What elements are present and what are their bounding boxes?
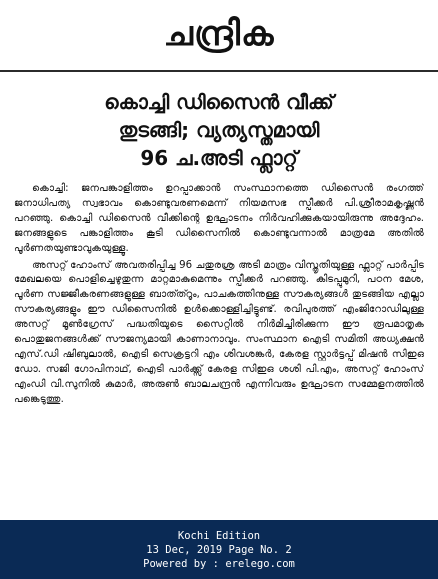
news-article: [14, 88, 424, 516]
masthead-divider: [0, 70, 438, 72]
article-paragraph-1: കൊച്ചി: ജനപങ്കാളിത്തം ഉറപ്പാക്കാൻ സംസ്ഥാനത്തെ ഡിസൈൻ രംഗത്ത് ജനാധിപത്യ സ്വഭാവം കൊണ്ടുവരണമെന്ന് നിയമസഭ സ്പീക്കർ പി.ശ്രീരാമകൃഷ്ണൻ പറഞ്ഞു. കൊച്ചി ഡിസൈൻ വീക്കിന്റെ ഉദ്ഘാടനം നിർവഹിക്കുകയായിരുന്നു അദ്ദേഹം. ജനങ്ങളുടെ പങ്കാളിത്തം കൂടി ഡിസൈനിൽ കൊണ്ടുവന്നാൽ മാത്രമേ അതിൽ പൂർണതയുണ്ടാവുകയുള്ളൂ.: [14, 183, 424, 254]
edition-date-page: 13 Dec, 2019 Page No. 2: [146, 543, 292, 556]
edition-footer: [0, 520, 438, 579]
headline-line-1: കൊച്ചി ഡിസൈൻ വീക്ക്: [104, 90, 334, 114]
newspaper-title: ചന്ദ്രിക: [163, 14, 275, 54]
article-paragraph-2: അസറ്റ് ഹോംസ് അവതരിപ്പിച്ച 96 ചതുരശ്ര അടി മാത്രം വിസ്തൃതിയുള്ള ഫ്ലാറ്റ് പാർപ്പിട മേഖലയെ പൊളിച്ചെഴുതുന്ന മാറ്റമാകുമെന്നും സ്പീക്കർ പറഞ്ഞു. കിടപ്പുമുറി, പഠന മേശ, പൂർണ സജ്ജീകരണങ്ങളുള്ള ബാത്ത്റൂം, പാചകത്തിനുള്ള സൗകര്യങ്ങൾ തുടങ്ങിയ എല്ലാ സൗകര്യങ്ങളും ഈ ഡിസൈനിൽ ഉൾക്കൊള്ളിച്ചിട്ടുണ്ട്. രവിപുരത്ത് എംജിറോഡിലുള്ള അസറ്റ് മൂൺഗ്രേസ് പദ്ധതിയുടെ സൈറ്റിൽ നിർമിച്ചിരിക്കുന്ന ഈ രൂപമാതൃക പൊതുജനങ്ങൾക്ക് സൗജന്യമായി കാണാനാവും. സംസ്ഥാന ഐടി സമിതി അധ്യക്ഷൻ എസ്.ഡി ഷിബുലാൽ, ഐടി സെക്രട്ടറി എം ശിവശങ്കർ, കേരള സ്റ്റാർട്ടപ്പ് മിഷൻ സിഇഒ ഡോ. സജി ഗോപിനാഥ്, ഐടി പാർക്ക്സ് കേരള സിഇഒ ശശി പി.എം, അസറ്റ് ഹോംസ് എംഡി വി.സുനിൽ കുമാർ, അരുൺ ബാലചന്ദ്രൻ എന്നിവരും ഉദ്ഘാടന സമ്മേളനത്തിൽ പങ്കെടുത്തു.: [14, 259, 424, 405]
headline-line-3: 96 ച.അടി ഫ്ലാറ്റ്: [140, 146, 298, 170]
newspaper-masthead: [0, 0, 438, 68]
headline-line-2: തുടങ്ങി; വ്യത്യസ്തമായി: [118, 118, 320, 142]
article-headline: [14, 88, 424, 172]
powered-by-text: Powered by : erelego.com: [143, 557, 295, 570]
edition-name: Kochi Edition: [177, 529, 261, 542]
